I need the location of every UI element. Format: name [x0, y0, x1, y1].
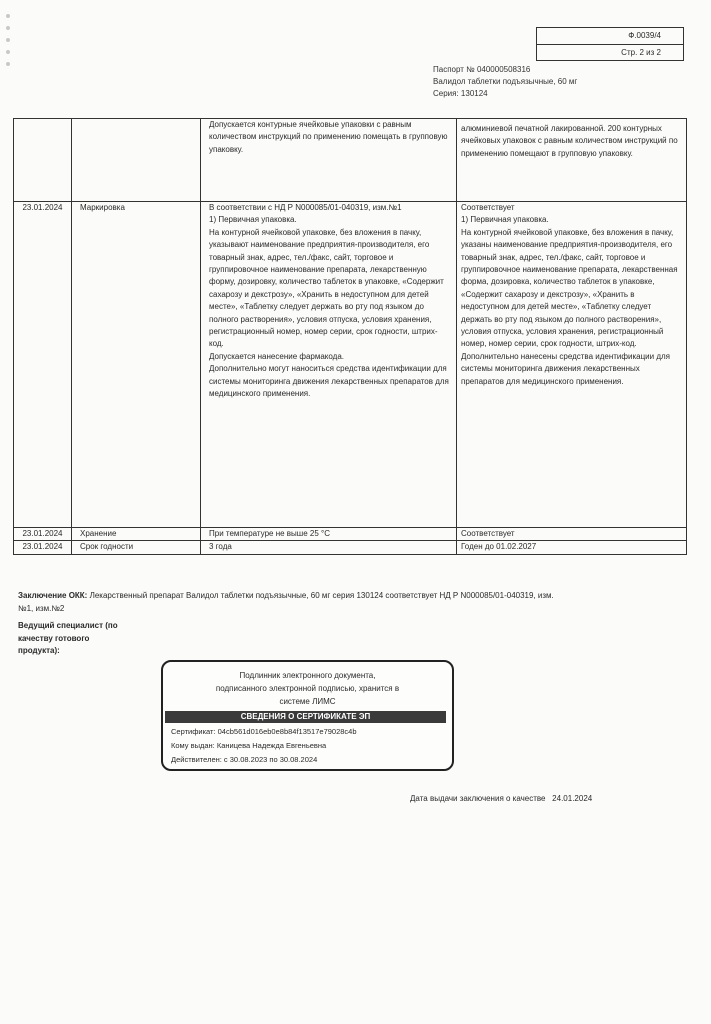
row-requirement: 3 года	[201, 541, 457, 554]
stamp-line-2: подписанного электронной подписью, хранится в	[215, 684, 400, 693]
row-name: Маркировка	[72, 202, 201, 528]
row-result: алюминиевой печатной лакированной. 200 контурных ячейковых упаковок с равным количеством инструкций по применению помещают в групповую упаковку.	[457, 119, 687, 202]
form-code: Ф.0039/4	[628, 31, 661, 40]
row-name	[72, 119, 201, 202]
issue-date: Дата выдачи заключения о качестве 24.01.2024	[410, 794, 593, 803]
row-requirement: При температуре не выше 25 °C	[201, 528, 457, 541]
row-date	[14, 119, 72, 202]
product-name: Валидол таблетки подъязычные, 60 мг	[433, 77, 578, 86]
certificate-validity: Действителен: с 30.08.2023 по 30.08.2024	[171, 755, 318, 764]
passport-number: Паспорт № 040000508316	[433, 65, 531, 74]
certificate-id: Сертификат: 04cb561d016eb0e8b84f13517e79028c4b	[171, 727, 357, 736]
table-row	[14, 202, 687, 528]
qc-conclusion	[18, 590, 558, 615]
page-number: Стр. 2 из 2	[537, 44, 683, 60]
row-name: Хранение	[72, 528, 201, 541]
row-result: Соответствует 1) Первичная упаковка. На контурной ячейковой упаковке, без вложения в пачку, указаны наименование предприятия-производителя, его товарный знак, адрес, тел./факс, сайт, торговое и группировочное наименование препарата, лекарственная форма, дозировка, количество таблеток в упаковке, «Содержит сахарозу и декстрозу», «Хранить в недоступном для детей месте», «Таблетку следует держать во рту под языком до полного растворения», условия отпуска, условия хранения, регистрационный номер, номер серии, срок годности, штрих-код. Дополнительно нанесены средства идентификации для системы мониторинга движения лекарственных препаратов для медицинского применения.	[457, 202, 687, 528]
certificate-header: СВЕДЕНИЯ О СЕРТИФИКАТЕ ЭП	[165, 711, 446, 723]
series-number: Серия: 130124	[433, 89, 488, 98]
quality-table	[13, 118, 687, 555]
table-row	[14, 541, 687, 554]
row-requirement: В соответствии с НД Р N000085/01-040319, изм.№1 1) Первичная упаковка. На контурной ячейковой упаковке, без вложения в пачку, указывают наименование предприятия-производителя, его товарный знак, адрес, тел./факс, сайт, торговое и группировочное наименование препарата, лекарственную форму, дозировку, количество таблеток в упаковке, «Содержит сахарозу и декстрозу», «Хранить в недоступном для детей месте», «Таблетку следует держать во рту под языком до полного растворения», условия отпуска, условия хранения, регистрационный номер, номер серии, срок годности, штрих-код. Допускается нанесение фармакода. Дополнительно могут наноситься средства идентификации для системы мониторинга движения лекарственных препаратов для медицинского применения.	[201, 202, 457, 528]
row-name: Срок годности	[72, 541, 201, 554]
table-row	[14, 528, 687, 541]
stamp-line-1: Подлинник электронного документа,	[239, 671, 376, 680]
stamp-line-3: системе ЛИМС	[279, 697, 336, 706]
lead-specialist: Ведущий специалист (по качеству готового продукта):	[18, 621, 118, 655]
row-date: 23.01.2024	[14, 528, 72, 541]
row-requirement: Допускается контурные ячейковые упаковки с равным количеством инструкций по применению помещать в групповую упаковку.	[201, 119, 457, 202]
table-row	[14, 119, 687, 202]
row-date: 23.01.2024	[14, 541, 72, 554]
row-result: Соответствует	[457, 528, 687, 541]
passport-header	[433, 64, 577, 100]
row-result: Годен до 01.02.2027	[457, 541, 687, 554]
conclusion-text: Лекарственный препарат Валидол таблетки подъязычные, 60 мг серия 130124 соответствует НД Р N000085/01-040319, изм.№1, изм.№2	[18, 591, 554, 613]
certificate-owner: Кому выдан: Каницева Надежда Евгеньевна	[171, 741, 327, 750]
form-code-box	[536, 27, 684, 61]
electronic-signature-stamp	[161, 660, 454, 771]
conclusion-label: Заключение ОКК:	[18, 591, 88, 600]
row-date: 23.01.2024	[14, 202, 72, 528]
